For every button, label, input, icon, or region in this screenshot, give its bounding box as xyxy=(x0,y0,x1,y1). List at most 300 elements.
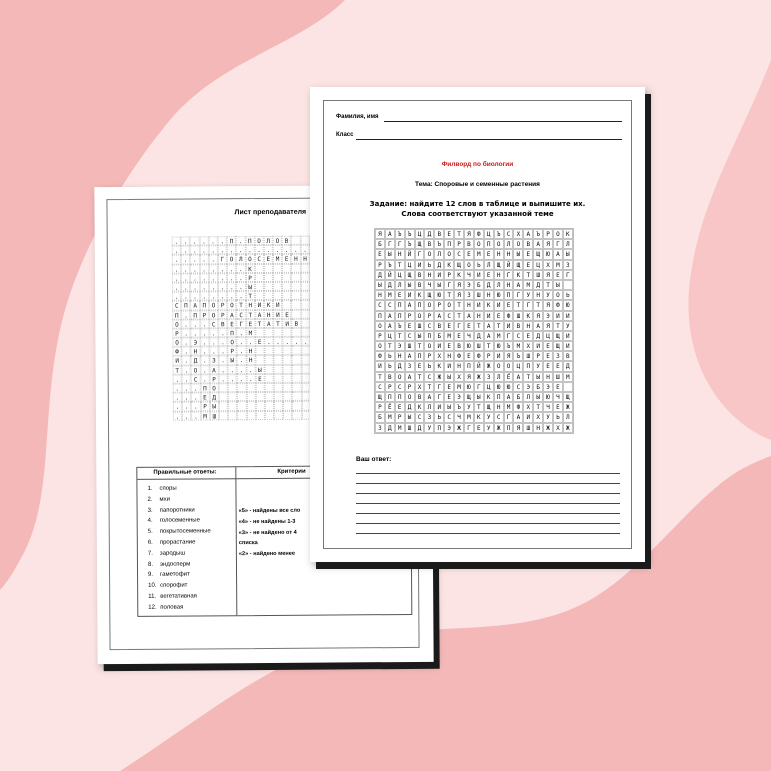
grid-cell: С xyxy=(172,301,181,310)
grid-cell: Н xyxy=(246,355,255,364)
grid-cell: Ш xyxy=(474,341,484,351)
grid-cell xyxy=(283,401,292,410)
grid-cell: Е xyxy=(464,351,474,361)
grid-cell: Н xyxy=(474,311,484,321)
answer-line[interactable] xyxy=(356,483,620,484)
grid-cell: . xyxy=(209,255,218,264)
grid-cell: В xyxy=(464,239,474,249)
answer-word: споры xyxy=(159,485,177,492)
grid-cell: Ю xyxy=(563,300,573,310)
grid-cell: О xyxy=(553,290,563,300)
grid-cell: Щ xyxy=(553,331,563,341)
grid-cell: А xyxy=(405,372,415,382)
grid-cell: Ы xyxy=(444,372,454,382)
grid-cell: . xyxy=(173,393,182,402)
grid-cell: . xyxy=(218,245,227,254)
grid-cell: . xyxy=(227,245,236,254)
grid-cell xyxy=(301,272,310,281)
grid-cell: П xyxy=(424,331,434,341)
grid-cell: Щ xyxy=(454,260,464,270)
grid-cell: Ы xyxy=(533,372,543,382)
answer-line[interactable] xyxy=(356,473,620,474)
grid-cell: . xyxy=(227,273,236,282)
grid-cell: Н xyxy=(494,402,504,412)
grid-cell: . xyxy=(182,338,191,347)
grid-cell: Я xyxy=(375,229,385,239)
grid-cell: . xyxy=(181,310,190,319)
answer-line[interactable] xyxy=(356,533,620,534)
grid-cell: . xyxy=(182,365,191,374)
grid-cell: К xyxy=(563,229,573,239)
grid-cell: Я xyxy=(543,321,553,331)
grid-cell: Ы xyxy=(375,280,385,290)
grid-cell: П xyxy=(395,300,405,310)
grid-cell: С xyxy=(255,254,264,263)
grid-cell: . xyxy=(237,365,246,374)
grid-cell: . xyxy=(227,291,236,300)
grid-cell: М xyxy=(563,372,573,382)
grid-cell: М xyxy=(246,328,255,337)
answer-item xyxy=(148,516,211,527)
grid-cell: А xyxy=(434,311,444,321)
grid-cell: А xyxy=(513,280,523,290)
answer-number: 11. xyxy=(148,593,157,600)
answer-item xyxy=(148,548,211,559)
grid-cell: Р xyxy=(375,402,385,412)
grid-cell xyxy=(237,411,246,420)
grid-cell: Х xyxy=(523,341,533,351)
grid-cell: П xyxy=(434,423,444,433)
answer-number: 8. xyxy=(147,561,154,568)
grid-cell: Ш xyxy=(405,341,415,351)
grid-cell: Ч xyxy=(464,270,474,280)
grid-cell: Г xyxy=(504,412,514,422)
grid-cell: Г xyxy=(237,319,246,328)
grid-cell: Х xyxy=(415,382,425,392)
grid-cell: О xyxy=(444,300,454,310)
answer-word: вегетативная xyxy=(160,593,197,600)
grid-cell: Е xyxy=(444,341,454,351)
answer-number: 3. xyxy=(147,507,153,514)
grid-cell: Г xyxy=(474,382,484,392)
grid-cell: А xyxy=(264,319,273,328)
grid-cell: Щ xyxy=(494,260,504,270)
grid-cell: Н xyxy=(523,321,533,331)
grid-cell: П xyxy=(464,361,474,371)
grid-cell: Й xyxy=(385,270,395,280)
grid-cell: И xyxy=(434,270,444,280)
grid-cell: . xyxy=(209,282,218,291)
answer-word: эндосперм xyxy=(159,561,191,568)
grid-cell: Ы xyxy=(246,282,255,291)
grid-cell: . xyxy=(219,365,228,374)
grid-cell: Ф xyxy=(474,351,484,361)
grid-cell: Щ xyxy=(405,270,415,280)
grid-cell: Е xyxy=(494,311,504,321)
grid-cell: Х xyxy=(553,423,563,433)
grid-cell: . xyxy=(182,374,191,383)
grid-cell: . xyxy=(182,402,191,411)
grid-cell: . xyxy=(200,292,209,301)
class-field[interactable] xyxy=(356,139,622,140)
grid-cell: И xyxy=(563,341,573,351)
grid-cell: Т xyxy=(246,291,255,300)
grid-cell: . xyxy=(200,328,209,337)
grid-cell xyxy=(255,282,264,291)
grid-cell: Е xyxy=(444,392,454,402)
grid-cell: О xyxy=(464,260,474,270)
grid-cell: Т xyxy=(395,331,405,341)
grid-cell: Д xyxy=(375,270,385,280)
grid-cell: Ж xyxy=(434,372,444,382)
grid-cell: Р xyxy=(395,412,405,422)
grid-cell: Т xyxy=(236,300,245,309)
grid-cell: Н xyxy=(291,254,300,263)
grid-cell: Щ xyxy=(553,341,563,351)
grid-cell: Г xyxy=(434,382,444,392)
grid-cell: . xyxy=(228,374,237,383)
grid-cell: У xyxy=(464,402,474,412)
grid-cell: А xyxy=(484,321,494,331)
grid-cell: Е xyxy=(255,337,264,346)
grid-cell: . xyxy=(227,282,236,291)
grid-cell: А xyxy=(553,249,563,259)
grid-cell: Л xyxy=(563,412,573,422)
grid-cell: И xyxy=(255,300,264,309)
grid-cell: Ь xyxy=(424,361,434,371)
grid-cell: Г xyxy=(218,255,227,264)
grid-cell: . xyxy=(246,337,255,346)
grid-cell xyxy=(291,282,300,291)
grid-cell: О xyxy=(375,321,385,331)
grid-cell: . xyxy=(209,337,218,346)
grid-cell: Н xyxy=(395,351,405,361)
grid-cell: Н xyxy=(246,346,255,355)
grid-cell: Р xyxy=(405,382,415,392)
grid-cell: М xyxy=(474,249,484,259)
grid-cell: Б xyxy=(474,280,484,290)
grid-cell: Х xyxy=(434,351,444,361)
grid-cell: Т xyxy=(454,311,464,321)
grid-cell: Р xyxy=(533,351,543,361)
grid-cell xyxy=(301,318,310,327)
answers-list xyxy=(147,483,211,613)
grid-cell: Г xyxy=(553,239,563,249)
grid-cell: Е xyxy=(264,254,273,263)
grid-cell: О xyxy=(474,239,484,249)
grid-cell: З xyxy=(424,412,434,422)
name-field[interactable] xyxy=(384,121,622,122)
grid-cell: О xyxy=(209,301,218,310)
answer-line[interactable] xyxy=(356,523,620,524)
grid-cell: Т xyxy=(454,229,464,239)
grid-cell: . xyxy=(200,347,209,356)
grid-cell: Э xyxy=(191,338,200,347)
grid-cell: Н xyxy=(264,309,273,318)
class-label: Класс xyxy=(336,132,354,138)
grid-cell: . xyxy=(190,236,199,245)
grid-cell: Г xyxy=(504,270,514,280)
grid-cell: П xyxy=(415,300,425,310)
grid-cell: . xyxy=(173,411,182,420)
grid-cell xyxy=(282,282,291,291)
grid-cell xyxy=(264,282,273,291)
grid-cell: Т xyxy=(173,365,182,374)
answer-number: 6. xyxy=(147,539,153,546)
grid-cell: О xyxy=(191,365,200,374)
answer-item xyxy=(148,591,211,602)
grid-cell: Ъ xyxy=(405,229,415,239)
grid-cell: П xyxy=(504,290,514,300)
grid-cell: . xyxy=(227,264,236,273)
grid-cell: . xyxy=(246,374,255,383)
grid-cell xyxy=(255,273,264,282)
grid-cell: Ч xyxy=(543,402,553,412)
grid-cell: . xyxy=(172,246,181,255)
grid-cell xyxy=(264,291,273,300)
grid-cell: П xyxy=(191,310,200,319)
grid-cell: Я xyxy=(454,280,464,290)
grid-cell: Ц xyxy=(415,229,425,239)
grid-cell: Ы xyxy=(444,402,454,412)
grid-cell: Т xyxy=(553,321,563,331)
grid-cell: А xyxy=(464,311,474,321)
grid-cell: . xyxy=(200,282,209,291)
grid-cell xyxy=(274,355,283,364)
grid-cell: Д xyxy=(434,260,444,270)
grid-cell: . xyxy=(173,384,182,393)
grid-cell: Х xyxy=(513,229,523,239)
grid-cell: Я xyxy=(513,423,523,433)
grid-cell: И xyxy=(415,260,425,270)
grid-cell: Я xyxy=(543,270,553,280)
grid-cell: Ё xyxy=(385,402,395,412)
grid-cell: Р xyxy=(434,300,444,310)
grid-cell: М xyxy=(273,254,282,263)
grid-cell: С xyxy=(513,331,523,341)
grid-cell: А xyxy=(523,229,533,239)
answer-number: 7. xyxy=(147,550,153,557)
grid-cell: С xyxy=(395,382,405,392)
grid-cell: А xyxy=(385,321,395,331)
grid-cell xyxy=(301,328,310,337)
grid-cell: О xyxy=(424,249,434,259)
grid-cell: Ш xyxy=(533,270,543,280)
grid-cell xyxy=(291,236,300,245)
grid-cell: М xyxy=(553,260,563,270)
grid-cell: . xyxy=(273,337,282,346)
grid-cell: Н xyxy=(484,290,494,300)
grid-cell: Х xyxy=(543,260,553,270)
grid-cell: Я xyxy=(464,229,474,239)
grid-cell: Щ xyxy=(513,260,523,270)
answer-line[interactable] xyxy=(356,513,620,514)
grid-cell: С xyxy=(494,412,504,422)
grid-cell xyxy=(292,374,301,383)
grid-cell xyxy=(273,263,282,272)
grid-cell: П xyxy=(200,301,209,310)
grid-cell: Х xyxy=(454,372,464,382)
grid-cell: Р xyxy=(172,328,181,337)
answer-word: голосеменные xyxy=(159,517,200,525)
answer-word: покрытосеменные xyxy=(159,528,211,535)
grid-cell: О xyxy=(553,229,563,239)
grid-cell: И xyxy=(273,300,282,309)
grid-cell: Ф xyxy=(504,311,514,321)
grid-cell: С xyxy=(405,331,415,341)
grid-cell: В xyxy=(563,351,573,361)
grid-cell: З xyxy=(375,423,385,433)
grid-cell: . xyxy=(181,264,190,273)
grid-cell: . xyxy=(218,328,227,337)
grid-cell: Ъ xyxy=(533,229,543,239)
grid-cell xyxy=(301,291,310,300)
grid-cell xyxy=(228,392,237,401)
grid-cell: Ц xyxy=(385,331,395,341)
grid-cell: В xyxy=(282,236,291,245)
grid-cell: Н xyxy=(300,254,309,263)
grid-cell: . xyxy=(190,255,199,264)
grid-cell xyxy=(292,300,301,309)
grid-cell: Е xyxy=(444,382,454,392)
grid-cell: Н xyxy=(454,361,464,371)
grid-cell: Г xyxy=(385,239,395,249)
grid-cell: Е xyxy=(523,331,533,341)
grid-cell: Л xyxy=(264,236,273,245)
grid-cell: О xyxy=(172,319,181,328)
grid-cell: Т xyxy=(533,300,543,310)
worksheet-task xyxy=(310,199,645,219)
grid-cell: К xyxy=(484,300,494,310)
grid-cell: И xyxy=(563,311,573,321)
answer-word: папоротники xyxy=(159,507,195,514)
grid-cell: П xyxy=(227,236,236,245)
grid-cell: Н xyxy=(424,270,434,280)
grid-cell: Ь xyxy=(474,260,484,270)
grid-cell xyxy=(283,374,292,383)
grid-cell: В xyxy=(434,229,444,239)
grid-cell: Ж xyxy=(484,361,494,371)
grid-cell xyxy=(292,383,301,392)
grid-cell: Д xyxy=(385,280,395,290)
grid-cell: К xyxy=(523,311,533,321)
grid-cell xyxy=(273,328,282,337)
grid-cell: . xyxy=(172,237,181,246)
grid-cell xyxy=(255,355,264,364)
grid-cell: . xyxy=(218,264,227,273)
grid-cell xyxy=(255,264,264,273)
answer-number: 5. xyxy=(147,528,153,536)
grid-cell: А xyxy=(227,310,236,319)
answer-item xyxy=(148,570,211,581)
grid-cell: . xyxy=(236,282,245,291)
grid-cell: . xyxy=(181,273,190,282)
grid-cell: . xyxy=(200,337,209,346)
task-line-1: Задание: найдите 12 слов в таблице и выпишите их. xyxy=(369,200,586,208)
grid-cell: К xyxy=(513,270,523,280)
grid-cell: Т xyxy=(246,310,255,319)
grid-cell: . xyxy=(292,337,301,346)
answer-item xyxy=(148,537,211,548)
grid-cell: Ш xyxy=(415,321,425,331)
grid-cell: Е xyxy=(395,290,405,300)
grid-cell: Г xyxy=(444,280,454,290)
grid-cell: О xyxy=(424,300,434,310)
grid-cell: . xyxy=(172,255,181,264)
grid-cell: В xyxy=(292,318,301,327)
grid-cell: А xyxy=(255,309,264,318)
grid-cell: Г xyxy=(395,239,405,249)
criteria-item: «3» - не найдено от 4 xyxy=(238,529,297,536)
grid-cell xyxy=(282,300,291,309)
grid-cell: Е xyxy=(553,382,563,392)
grid-cell: И xyxy=(474,300,484,310)
grid-cell: . xyxy=(191,328,200,337)
grid-cell: К xyxy=(245,264,254,273)
grid-cell: . xyxy=(200,273,209,282)
grid-cell: . xyxy=(172,264,181,273)
grid-cell: . xyxy=(191,319,200,328)
grid-cell: О xyxy=(245,254,254,263)
grid-cell: . xyxy=(200,356,209,365)
grid-cell: П xyxy=(484,239,494,249)
grid-cell: . xyxy=(264,337,273,346)
answer-line[interactable] xyxy=(356,503,620,504)
grid-cell: Я xyxy=(464,372,474,382)
grid-cell: О xyxy=(254,236,263,245)
answer-word: гаметофит xyxy=(160,571,190,579)
grid-cell xyxy=(228,411,237,420)
grid-cell xyxy=(292,355,301,364)
answer-number: 12. xyxy=(148,604,157,611)
grid-cell xyxy=(283,346,292,355)
grid-cell: Е xyxy=(553,270,563,280)
grid-cell: С xyxy=(454,249,464,259)
grid-cell: Ъ xyxy=(395,321,405,331)
grid-cell xyxy=(265,374,274,383)
grid-cell xyxy=(265,383,274,392)
grid-cell: . xyxy=(173,402,182,411)
grid-cell xyxy=(228,402,237,411)
grid-cell: Д xyxy=(415,423,425,433)
grid-cell: С xyxy=(424,372,434,382)
grid-cell: С xyxy=(513,382,523,392)
grid-cell: Ь xyxy=(434,412,444,422)
answer-line[interactable] xyxy=(356,493,620,494)
answer-word: половая xyxy=(160,604,184,611)
grid-cell: Т xyxy=(494,321,504,331)
grid-cell xyxy=(301,282,310,291)
grid-cell: Р xyxy=(385,382,395,392)
grid-cell: М xyxy=(454,382,464,392)
grid-cell xyxy=(219,411,228,420)
grid-cell: О xyxy=(494,239,504,249)
answer-word: прорастание xyxy=(159,539,196,546)
grid-cell: . xyxy=(209,328,218,337)
answer-item xyxy=(148,602,211,613)
grid-cell: Р xyxy=(375,260,385,270)
grid-cell: . xyxy=(236,264,245,273)
grid-cell: . xyxy=(172,283,181,292)
grid-cell: А xyxy=(191,301,200,310)
grid-cell: Ю xyxy=(494,341,504,351)
grid-cell xyxy=(219,383,228,392)
answer-item xyxy=(147,494,210,505)
grid-cell: В xyxy=(385,372,395,382)
grid-cell: Ф xyxy=(513,402,523,412)
grid-cell: Ф xyxy=(474,229,484,239)
grid-cell: . xyxy=(237,328,246,337)
